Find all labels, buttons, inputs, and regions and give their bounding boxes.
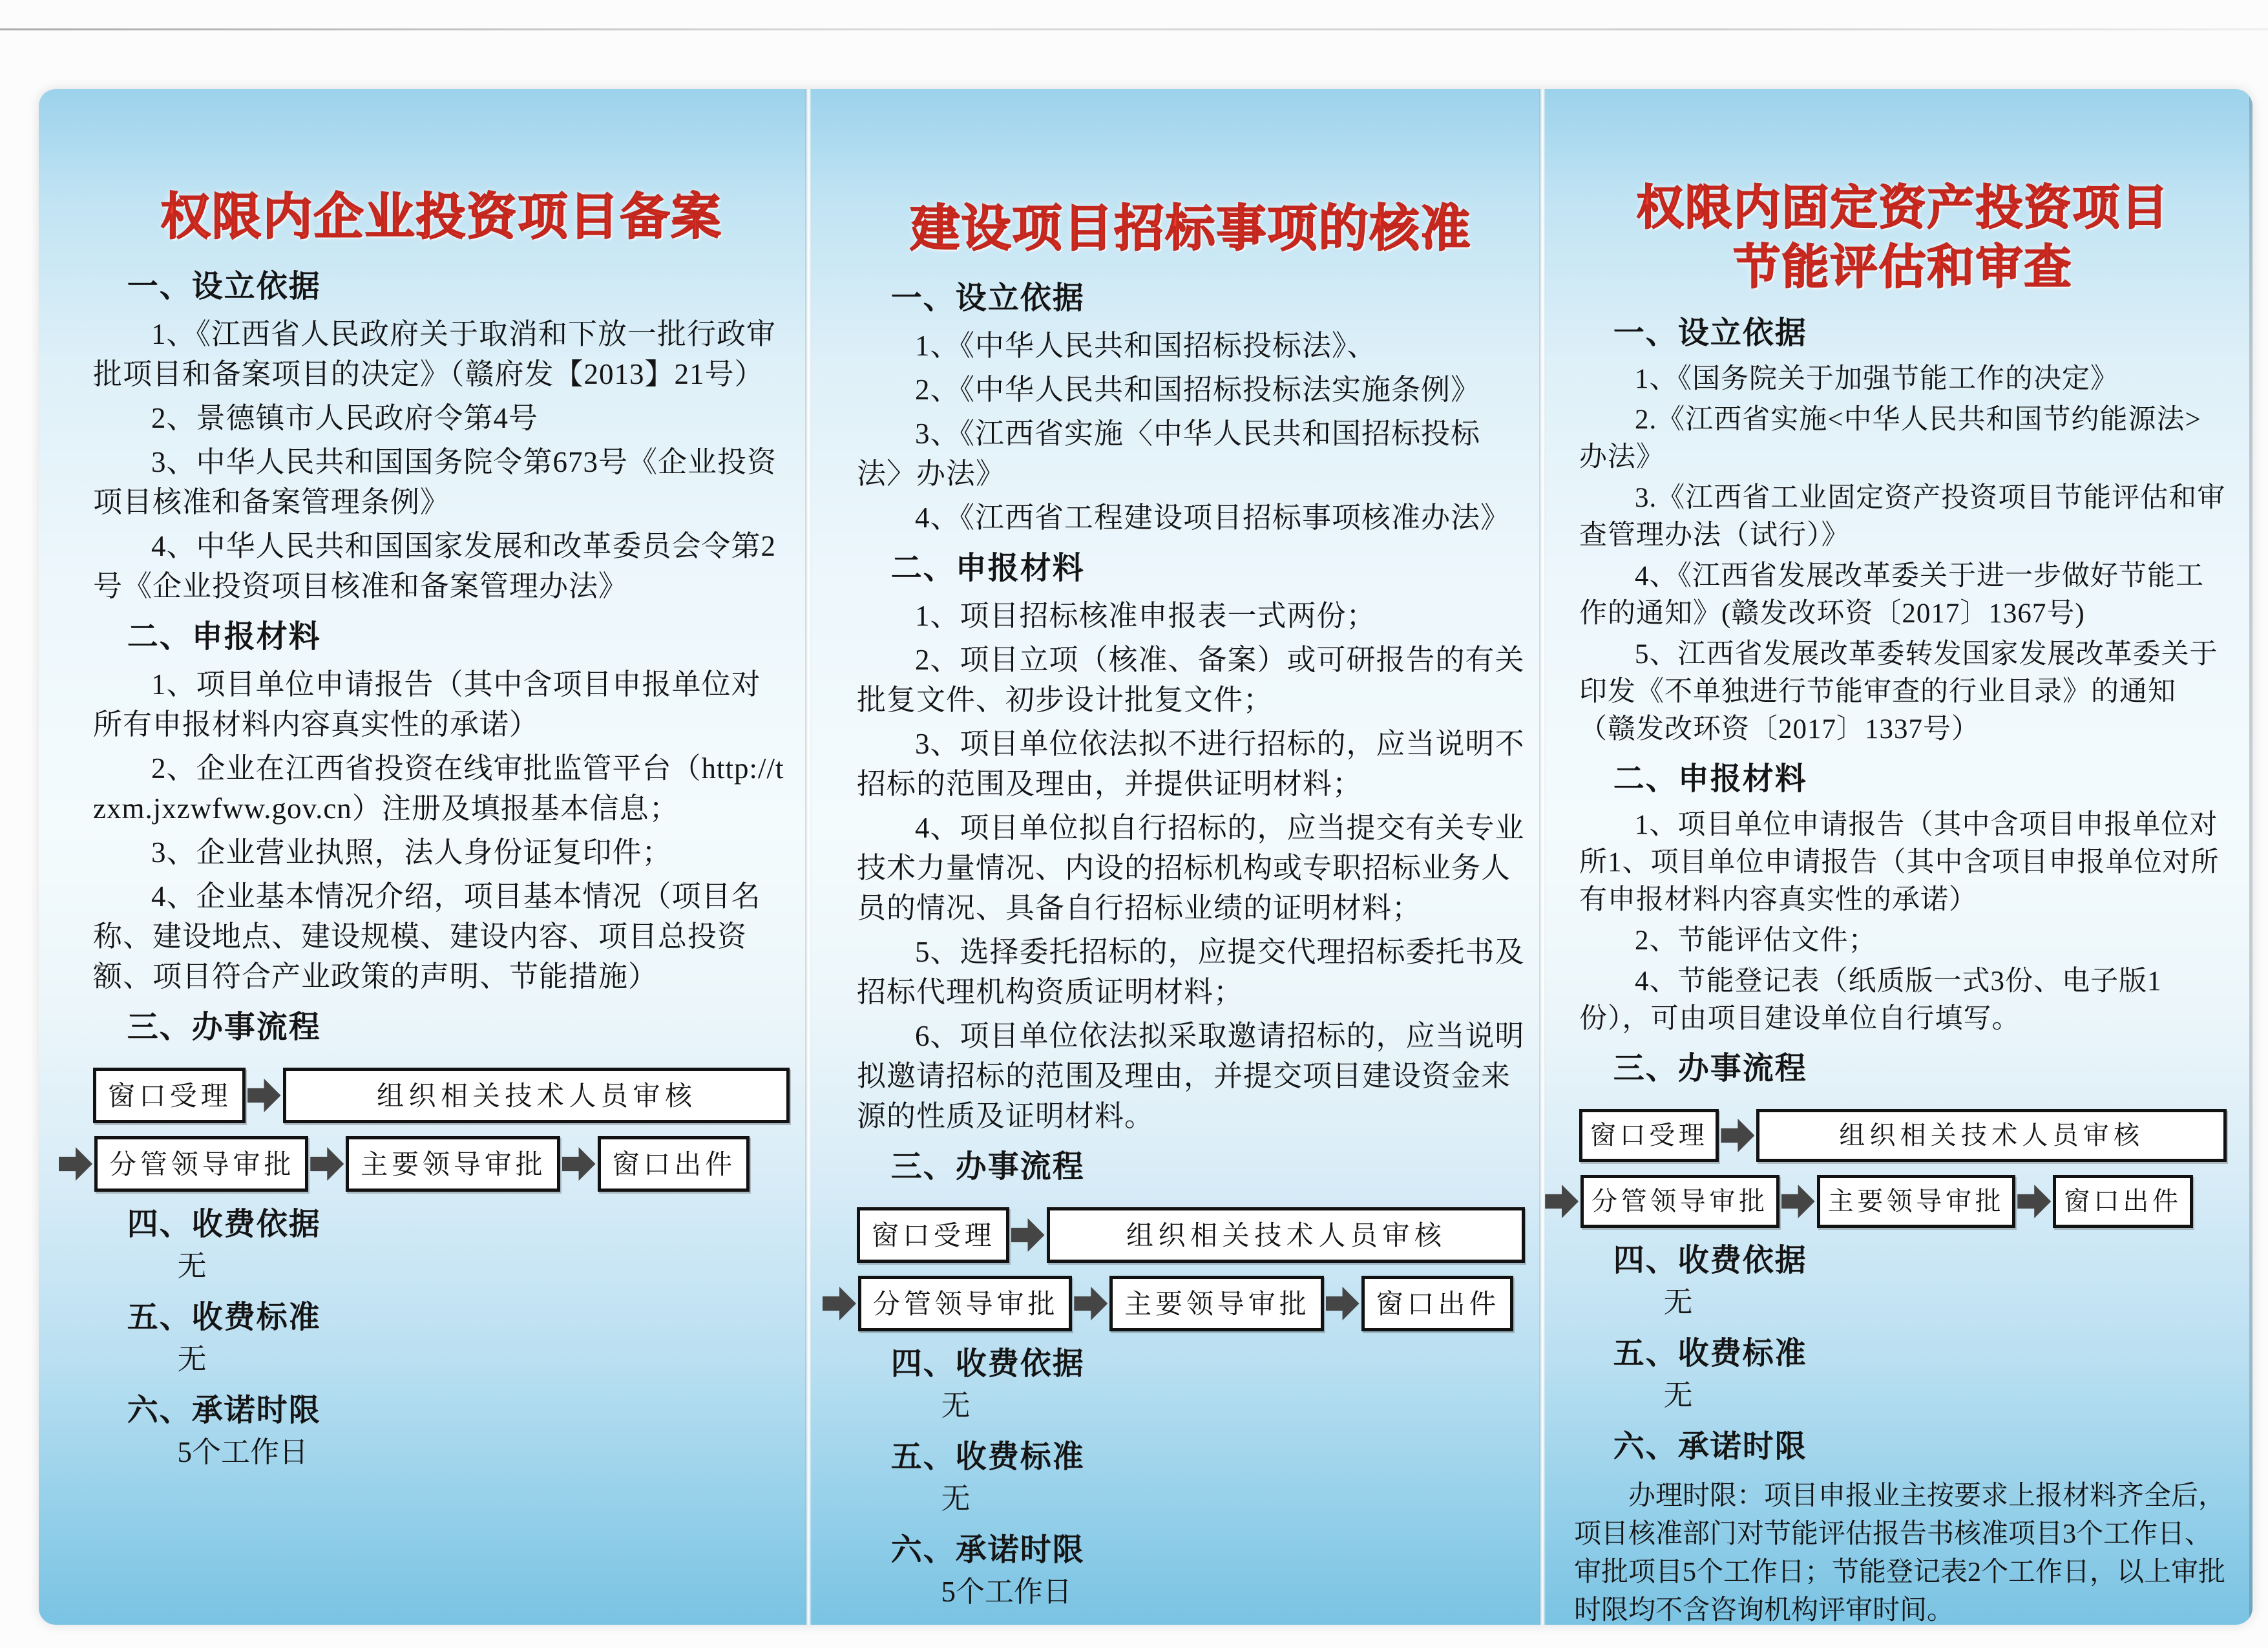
flow-step-window-issue: 窗口出件 [598, 1136, 750, 1192]
brochure-sheet [39, 89, 2252, 1625]
fee-basis-value: 无 [1663, 1286, 1693, 1318]
arrow-right-icon [1781, 1181, 1815, 1221]
time-limit-value: 5个工作日 [177, 1436, 309, 1468]
list-item: 3.《江西省工业固定资产投资项目节能评估和审查管理办法（试行）》 [1579, 483, 2226, 551]
section-heading-process: 三、办事流程 [1613, 1051, 1807, 1086]
flow-step-deputy-approval: 分管领导审批 [94, 1136, 308, 1192]
list-item: 1、项目单位申请报告（其中含项目申报单位对所有申报材料内容真实性的承诺） [93, 668, 761, 741]
list-item: 3、企业营业执照，法人身份证复印件； [151, 836, 672, 869]
list-item: 5、江西省发展改革委转发国家发展改革委关于印发《不单独进行节能审查的行业目录》的通知（赣发改环资〔2017〕1337号） [1579, 639, 2218, 745]
list-item: 3、项目单位依法拟不进行招标的，应当说明不招标的范围及理由，并提供证明材料； [857, 728, 1525, 800]
flow-step-deputy-approval: 分管领导审批 [1580, 1175, 1780, 1228]
panel2-title: 建设项目招标事项的核准 [910, 201, 1472, 257]
section-heading-basis: 一、设立依据 [1613, 316, 1807, 350]
panel3-title-line2: 节能评估和审查 [1733, 241, 2073, 293]
list-item: 6、项目单位依法拟采取邀请招标的，应当说明拟邀请招标的范围及理由，并提交项目建设资金来源的性质及证明材料。 [857, 1020, 1525, 1132]
arrow-right-icon [59, 1144, 92, 1184]
arrow-right-icon [247, 1075, 281, 1115]
process-flowchart [1579, 1109, 2227, 1228]
panel-row [39, 89, 2252, 1625]
list-item: 3、中华人民共和国国务院令第673号《企业投资项目核准和备案管理条例》 [93, 446, 777, 518]
arrow-right-icon [823, 1284, 856, 1324]
section-heading-fee-standard: 五、收费标准 [127, 1300, 321, 1335]
flow-step-tech-review: 组织相关技术人员审核 [1047, 1207, 1525, 1263]
flow-step-chief-approval: 主要领导审批 [1817, 1175, 2016, 1228]
time-limit-note: 办理时限：项目申报业主按要求上报材料齐全后，项目核准部门对节能评估报告书核准项目3个工作日、审批项目5个工作日；节能登记表2个工作日，以上审批时限均不含咨询机构评审时间。 [1574, 1481, 2226, 1625]
process-flowchart [93, 1068, 790, 1192]
flow-step-window-accept: 窗口受理 [1579, 1109, 1719, 1162]
panel1-title: 权限内企业投资项目备案 [160, 189, 722, 245]
list-item: 2、景德镇市人民政府令第4号 [151, 402, 539, 434]
list-item: 2、《中华人民共和国招标投标法实施条例》 [915, 374, 1481, 406]
panel3-title-line1: 权限内固定资产投资项目 [1636, 182, 2170, 234]
arrow-right-icon [1721, 1115, 1754, 1156]
list-item: 4、《江西省发展改革委关于进一步做好节能工作的通知》(赣发改环资〔2017〕1367号) [1579, 561, 2204, 629]
scan-artifact-line [0, 28, 2268, 30]
list-item: 5、选择委托招标的，应提交代理招标委托书及招标代理机构资质证明材料； [857, 936, 1525, 1008]
panel-energy-assessment-review [1542, 89, 2252, 1625]
section-heading-fee-basis: 四、收费依据 [1613, 1243, 1807, 1278]
list-item: 4、项目单位拟自行招标的，应当提交有关专业技术力量情况、内设的招标机构或专职招标业务人员的情况、具备自行招标业绩的证明材料； [857, 812, 1525, 924]
section-heading-materials: 二、申报材料 [127, 620, 321, 654]
list-item: 3、《江西省实施〈中华人民共和国招标投标法〉办法》 [857, 417, 1481, 490]
arrow-right-icon [562, 1144, 596, 1184]
list-item: 4、中华人民共和国国家发展和改革委员会令第2号《企业投资项目核准和备案管理办法》 [93, 530, 777, 602]
list-item: 1、《中华人民共和国招标投标法》、 [915, 330, 1377, 362]
fold-crease [1539, 89, 1546, 1625]
flow-step-tech-review: 组织相关技术人员审核 [283, 1068, 790, 1123]
section-heading-process: 三、办事流程 [127, 1010, 321, 1044]
flow-row-2 [57, 1136, 790, 1192]
arrow-right-icon [2017, 1181, 2051, 1221]
list-item: 4、企业基本情况介绍，项目基本情况（项目名称、建设地点、建设规模、建设内容、项目总投资额、项目符合产业政策的声明、节能措施） [93, 880, 761, 993]
arrow-right-icon [310, 1144, 344, 1184]
list-item: 2.《江西省实施<中华人民共和国节约能源法>办法》 [1579, 405, 2201, 472]
flow-step-chief-approval: 主要领导审批 [346, 1136, 560, 1192]
section-heading-basis: 一、设立依据 [127, 269, 321, 304]
arrow-right-icon [1011, 1215, 1045, 1255]
panel-bidding-approval [808, 89, 1542, 1625]
list-item: 2、项目立项（核准、备案）或可研报告的有关批复文件、初步设计批复文件； [857, 644, 1525, 716]
list-item: 1、《江西省人民政府关于取消和下放一批行政审批项目和备案项目的决定》（赣府发【2013】21号） [93, 318, 777, 390]
flow-step-window-issue: 窗口出件 [1361, 1276, 1514, 1331]
list-item: 2、企业在江西省投资在线审批监管平台（http://tzxm.jxzwfww.gov.cn）注册及填报基本信息； [93, 752, 784, 825]
section-heading-time-limit: 六、承诺时限 [1613, 1430, 1807, 1464]
flow-row-1 [93, 1068, 790, 1123]
arrow-right-icon [1545, 1181, 1579, 1221]
section-heading-process: 三、办事流程 [890, 1150, 1085, 1184]
sheet-edge-shadow [2249, 89, 2252, 1625]
flow-step-tech-review: 组织相关技术人员审核 [1756, 1109, 2227, 1162]
section-heading-time-limit: 六、承诺时限 [127, 1393, 321, 1428]
flow-row-1 [857, 1207, 1525, 1263]
section-heading-materials: 二、申报材料 [1613, 762, 1807, 796]
fee-standard-value: 无 [177, 1343, 207, 1375]
panel-enterprise-investment-filing [39, 89, 808, 1625]
section-heading-time-limit: 六、承诺时限 [890, 1533, 1085, 1567]
flow-step-deputy-approval: 分管领导审批 [858, 1276, 1072, 1331]
fee-basis-value: 无 [177, 1250, 207, 1282]
list-item: 4、《江西省工程建设项目招标事项核准办法》 [915, 502, 1511, 534]
process-flowchart [857, 1207, 1525, 1331]
fee-standard-value: 无 [1663, 1379, 1693, 1411]
time-limit-value: 5个工作日 [941, 1576, 1073, 1608]
arrow-right-icon [1074, 1284, 1108, 1324]
section-heading-fee-standard: 五、收费标准 [1613, 1336, 1807, 1371]
flow-step-window-accept: 窗口受理 [93, 1068, 246, 1123]
fee-basis-value: 无 [941, 1389, 971, 1422]
section-heading-fee-standard: 五、收费标准 [890, 1440, 1085, 1474]
section-heading-basis: 一、设立依据 [890, 281, 1085, 315]
flow-step-window-issue: 窗口出件 [2053, 1175, 2192, 1228]
list-item: 1、《国务院关于加强节能工作的决定》 [1635, 364, 2119, 394]
list-item: 1、项目招标核准申报表一式两份； [915, 600, 1376, 632]
list-item: 1、项目单位申请报告（其中含项目申报单位对所1、项目单位申请报告（其中含项目申报单位对所有申报材料内容真实性的承诺） [1579, 810, 2220, 915]
panel3-title [1579, 178, 2227, 297]
flow-row-2 [821, 1276, 1525, 1331]
section-heading-fee-basis: 四、收费依据 [890, 1347, 1085, 1381]
flow-step-window-accept: 窗口受理 [857, 1207, 1009, 1263]
arrow-right-icon [1326, 1284, 1360, 1324]
fold-crease [805, 89, 812, 1625]
fee-standard-value: 无 [941, 1483, 971, 1515]
list-item: 4、节能登记表（纸质版一式3份、电子版1份），可由项目建设单位自行填写。 [1579, 966, 2162, 1034]
flow-row-2 [1543, 1175, 2227, 1228]
flow-step-chief-approval: 主要领导审批 [1109, 1276, 1323, 1331]
list-item: 2、节能评估文件； [1635, 925, 1877, 956]
flow-row-1 [1579, 1109, 2227, 1162]
section-heading-materials: 二、申报材料 [890, 551, 1085, 586]
section-heading-fee-basis: 四、收费依据 [127, 1207, 321, 1241]
